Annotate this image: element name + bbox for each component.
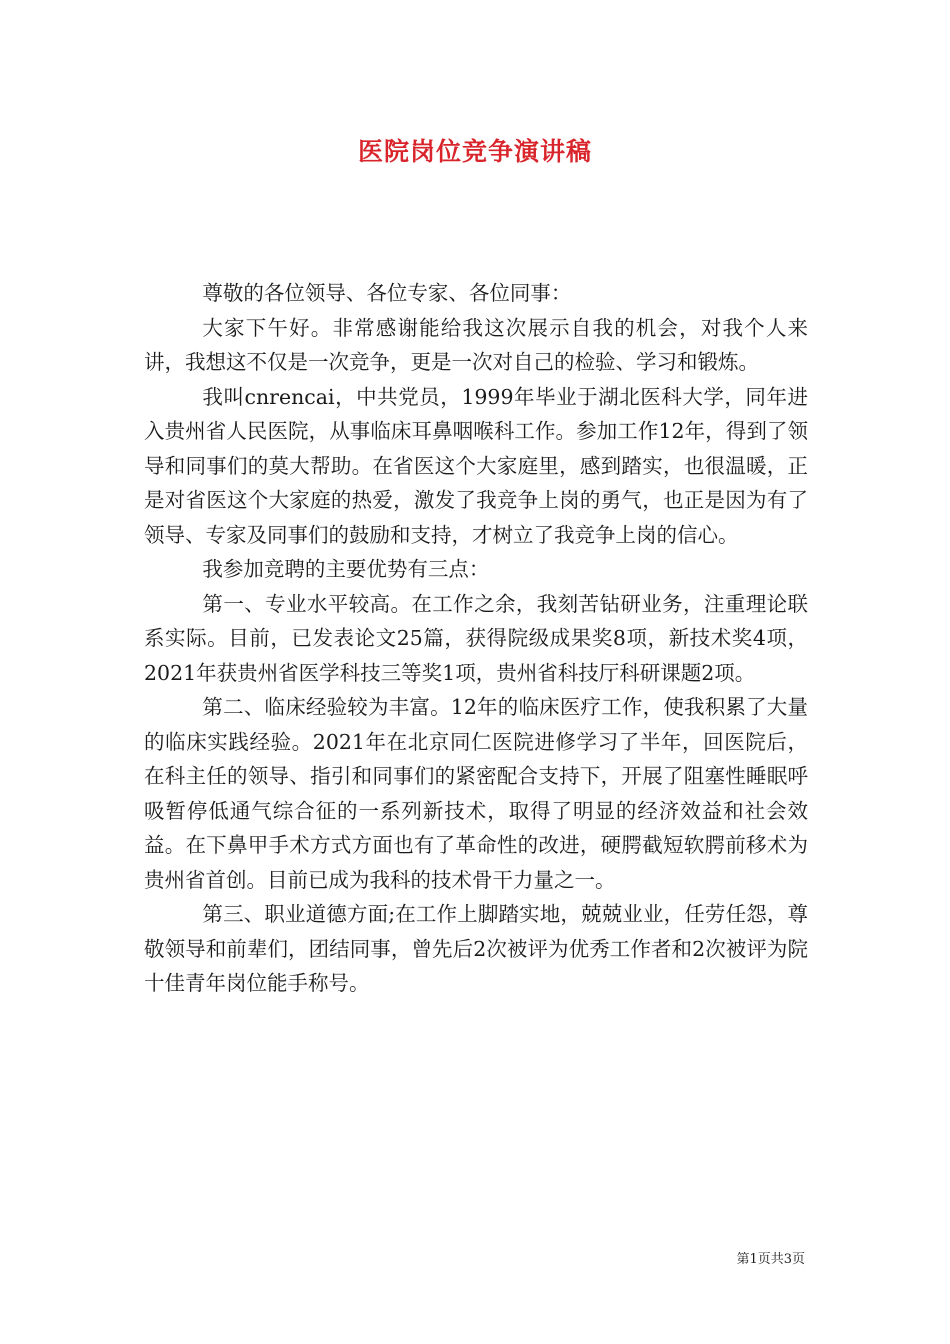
paragraph-advantage-3: 第三、职业道德方面;在工作上脚踏实地，兢兢业业，任劳任怨，尊敬领导和前辈们，团结同事，曾先后2次被评为优秀工作者和2次被评为院十佳青年岗位能手称号。 xyxy=(144,902,808,995)
paragraph-greeting: 尊敬的各位领导、各位专家、各位同事： xyxy=(202,281,572,305)
paragraph-opening: 大家下午好。非常感谢能给我这次展示自我的机会，对我个人来讲，我想这不仅是一次竞争，更是一次对自己的检验、学习和锻炼。 xyxy=(144,315,808,374)
paragraph-advantages-intro: 我参加竞聘的主要优势有三点： xyxy=(202,557,490,581)
page-number: 第1页共3页 xyxy=(736,1252,805,1267)
paragraph-advantage-1: 第一、专业水平较高。在工作之余，我刻苦钻研业务，注重理论联系实际。目前，已发表论文25篇，获得院级成果奖8项，新技术奖4项，2021年获贵州省医学科技三等奖1项，贵州省科技厅科研课题2项。 xyxy=(144,591,808,685)
paragraph-advantage-2: 第二、临床经验较为丰富。12年的临床医疗工作，使我积累了大量的临床实践经验。2021年在北京同仁医院进修学习了半年，回医院后，在科主任的领导、指引和同事们的紧密配合支持下，开展了阻塞性睡眠呼吸暂停低通气综合征的一系列新技术，取得了明显的经济效益和社会效益。在下鼻甲手术方式方面也有了革命性的改进，硬腭截短软腭前移术为贵州省首创。目前已成为我科的技术骨干力量之一。 xyxy=(144,695,808,892)
paragraph-introduction: 我叫cnrencai，中共党员，1999年毕业于湖北医科大学，同年进入贵州省人民医院，从事临床耳鼻咽喉科工作。参加工作12年，得到了领导和同事们的莫大帮助。在省医这个大家庭里，感到踏实，也很温暖，正是对省医这个大家庭的热爱，激发了我竞争上岗的勇气，也正是因为有了领导、专家及同事们的鼓励和支持，才树立了我竞争上岗的信心。 xyxy=(144,384,808,547)
document-title: 医院岗位竞争演讲稿 xyxy=(357,137,592,166)
document-body xyxy=(144,276,808,1001)
